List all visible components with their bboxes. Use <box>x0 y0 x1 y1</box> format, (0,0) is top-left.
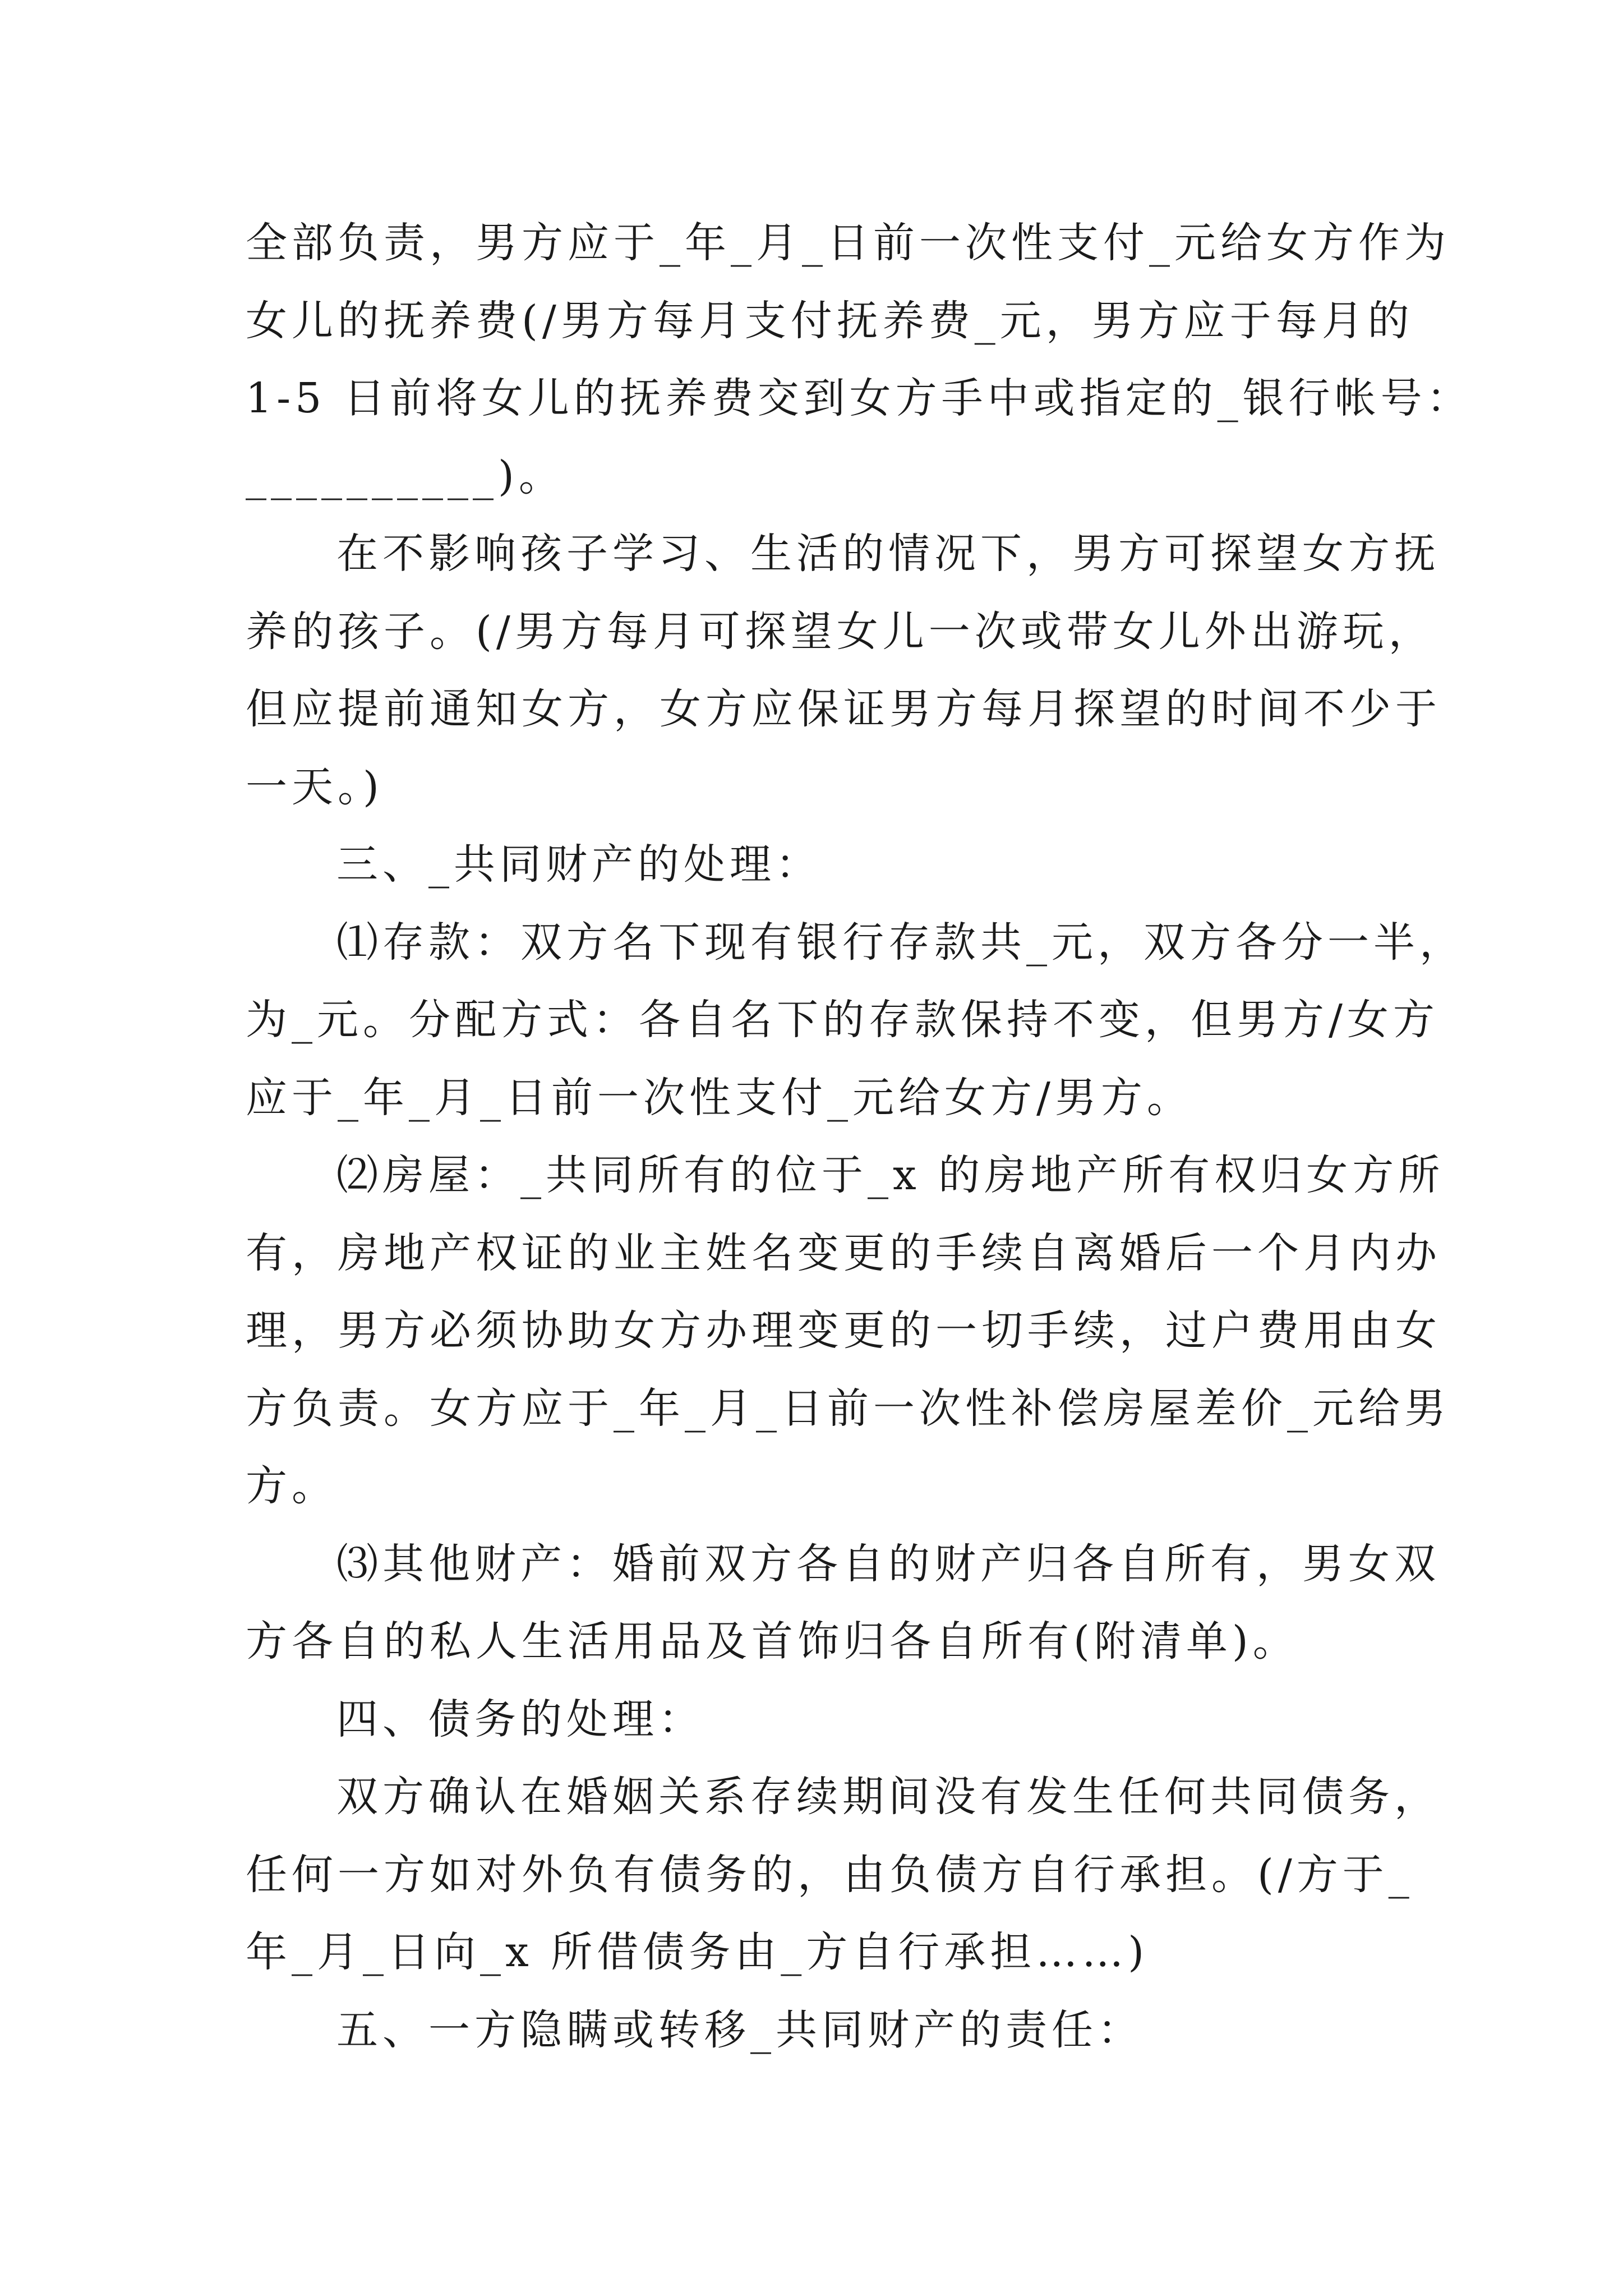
text-line: 女儿的抚养费(/男方每月支付抚养费_元，男方应于每月的 <box>246 296 1414 345</box>
text-line: 方。 <box>246 1462 338 1510</box>
document-body <box>246 204 1473 2069</box>
text-line: 但应提前通知女方，女方应保证男方每月探望的时间不少于 <box>246 685 1441 733</box>
paragraph-start-line: 双方确认在婚姻关系存续期间没有发生任何共同债务， <box>336 1773 1440 1821</box>
text-line: 一天。) <box>246 762 384 811</box>
text-line: 方各自的私人生活用品及首饰归各自所有(附清单)。 <box>246 1617 1299 1665</box>
paragraph-start-line: ⑴存款：双方名下现有银行存款共_元，双方各分一半， <box>336 918 1465 967</box>
text-line: 任何一方如对外负有债务的，由负债方自行承担。(/方于_ <box>246 1850 1414 1899</box>
paragraph-start-line: ⑵房屋：_共同所有的位于_x 的房地产所有权归女方所 <box>336 1151 1445 1199</box>
text-line: 为_元。分配方式：各自名下的存款保持不变，但男方/女方 <box>246 996 1439 1044</box>
text-line: 养的孩子。(/男方每月可探望女儿一次或带女儿外出游玩， <box>246 607 1435 656</box>
text-line: 理，男方必须协助女方办理变更的一切手续，过户费用由女 <box>246 1306 1441 1355</box>
paragraph-start-line: 在不影响孩子学习、生活的情况下，男方可探望女方抚 <box>336 530 1440 578</box>
text-line: 1-5 日前将女儿的抚养费交到女方手中或指定的_银行帐号： <box>246 374 1473 422</box>
text-line: 方负责。女方应于_年_月_日前一次性补偿房屋差价_元给男 <box>246 1384 1450 1433</box>
section-heading: 四、债务的处理： <box>336 1695 704 1743</box>
text-line: 有，房地产权证的业主姓名变更的手续自离婚后一个月内办 <box>246 1228 1441 1277</box>
paragraph-start-line: ⑶其他财产：婚前双方各自的财产归各自所有，男女双 <box>336 1539 1440 1588</box>
text-line: __________)。 <box>246 452 565 500</box>
section-heading: 三、_共同财产的处理： <box>336 840 822 889</box>
text-line: 全部负责，男方应于_年_月_日前一次性支付_元给女方作为 <box>246 219 1450 267</box>
text-line: 应于_年_月_日前一次性支付_元给女方/男方。 <box>246 1073 1193 1122</box>
text-line: 年_月_日向_x 所借债务由_方自行承担……) <box>246 1928 1149 1976</box>
section-heading: 五、一方隐瞒或转移_共同财产的责任： <box>336 2005 1144 2054</box>
